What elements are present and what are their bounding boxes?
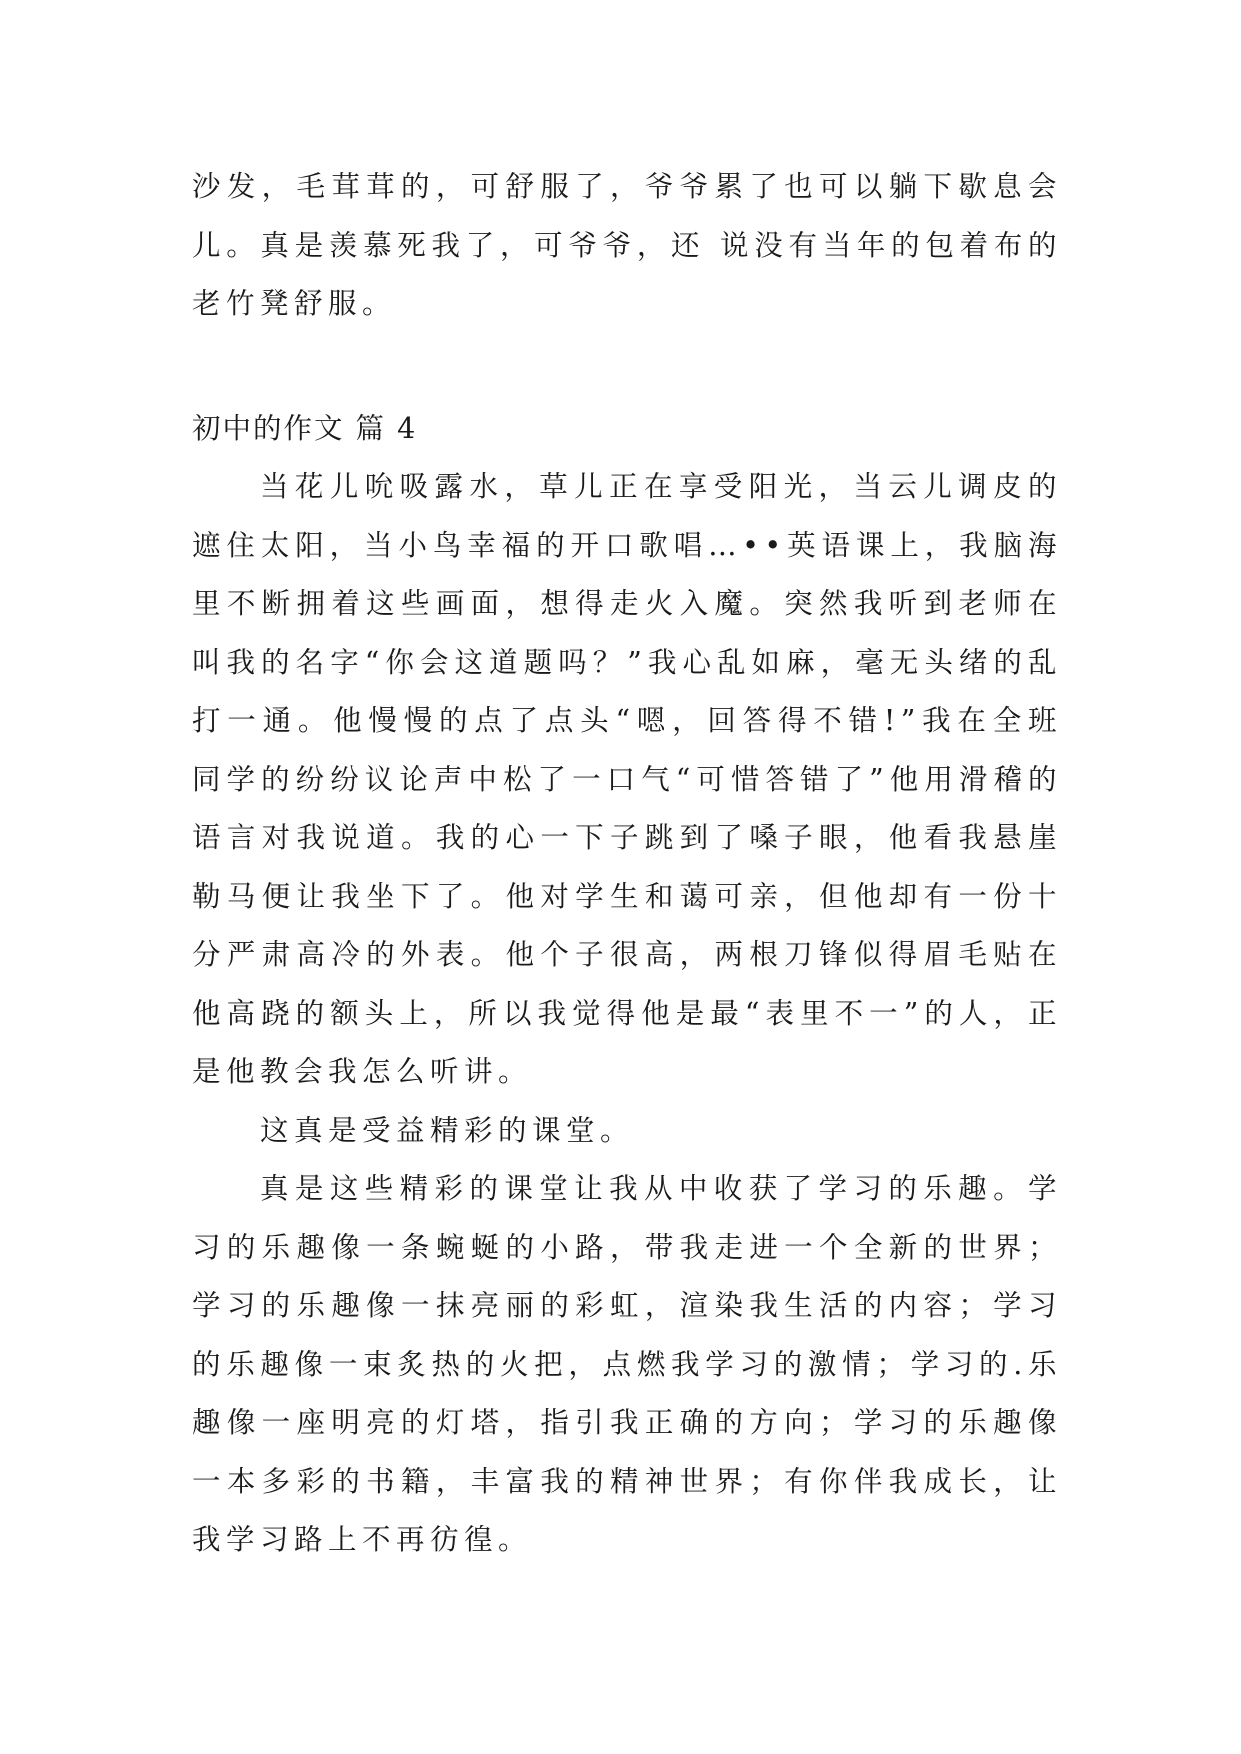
document-body [192,158,1062,1570]
body-paragraph-1: 当花儿吮吸露水，草儿正在享受阳光，当云儿调皮的遮住太阳，当小鸟幸福的开口歌唱…••英语课上，我脑海里不断拥着这些画面，想得走火入魔。突然我听到老师在叫我的名字“你会这道题吗？”我心乱如麻，毫无头绪的乱打一通。他慢慢的点了点头“嗯，回答得不错!”我在全班同学的纷纷议论声中松了一口气“可惜答错了”他用滑稽的语言对我说道。我的心一下子跳到了嗓子眼，他看我悬崖勒马便让我坐下了。他对学生和蔼可亲，但他却有一份十分严肃高冷的外表。他个子很高，两根刀锋似得眉毛贴在他高跷的额头上，所以我觉得他是最“表里不一”的人，正是他教会我怎么听讲。 [192,470,1062,1088]
intro-paragraph: 沙发，毛茸茸的，可舒服了，爷爷累了也可以躺下歇息会儿。真是羡慕死我了，可爷爷，还 说没有当年的包着布的老竹凳舒服。 [192,170,1062,320]
section-spacer [192,334,1062,400]
body-paragraph-2: 这真是受益精彩的课堂。 [260,1113,635,1147]
section-title: 初中的作文 篇 4 [192,411,418,445]
body-paragraph-3: 真是这些精彩的课堂让我从中收获了学习的乐趣。学习的乐趣像一条蜿蜒的小路，带我走进一个全新的世界；学习的乐趣像一抹亮丽的彩虹，渲染我生活的内容；学习的乐趣像一束炙热的火把，点燃我学习的激情；学习的.乐趣像一座明亮的灯塔，指引我正确的方向；学习的乐趣像一本多彩的书籍，丰富我的精神世界；有你伴我成长，让我学习路上不再彷徨。 [192,1172,1062,1556]
